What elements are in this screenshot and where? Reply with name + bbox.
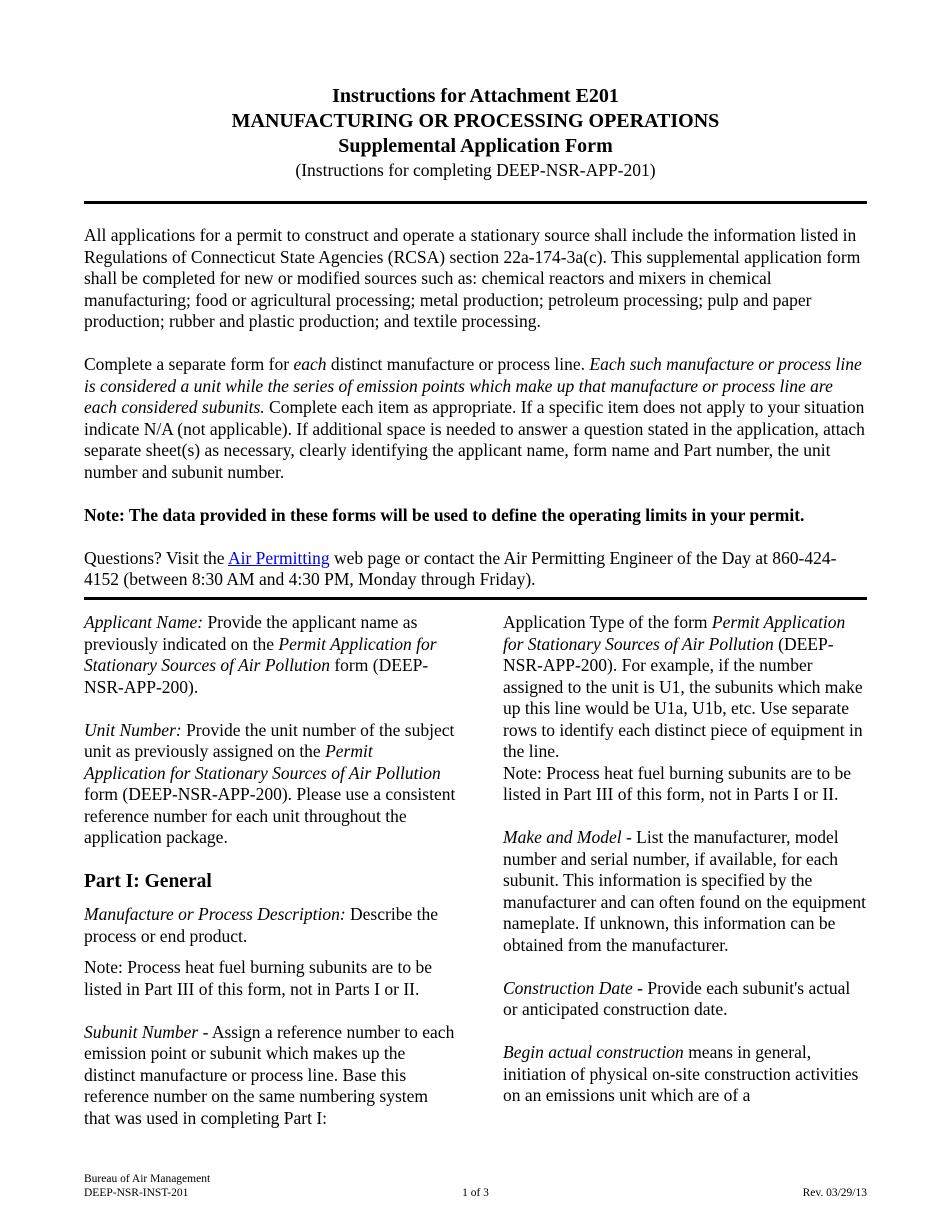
title-line-1: Instructions for Attachment E201 [332,85,619,107]
text-run: distinct manufacture or process line. [326,354,590,374]
title-line-2: MANUFACTURING OR PROCESSING OPERATIONS [231,110,720,132]
label-italic: Construction Date - [503,977,643,998]
form-name-italic: Permit Application for Stationary Sources of Air Pollution [84,633,437,675]
text-run-italic: each [293,354,327,374]
make-model-instructions [503,827,867,956]
fuel-burning-note: Note: Process heat fuel burning subunits are to be listed in Part III of this form, not in Parts I or II. [84,957,432,999]
operating-limits-note [84,505,867,527]
document-header [84,84,867,181]
text-run: form (DEEP-NSR-APP-200). Please use a consistent reference number for each unit throughout the application package. [84,784,456,847]
fuel-burning-note-right: Note: Process heat fuel burning subunits are to be listed in Part III of this form, not in Parts I or II. [503,762,851,804]
text-run: (DEEP-NSR-APP-200). For example, if the number assigned to the unit is U1, the subunits which make up this line would be U1a, U1b, etc. Use separate rows to identify each distinct piece of equipment in the line. [503,633,863,761]
intro-paragraph-2 [84,354,867,483]
text-run: Describe the process or end product. [84,904,438,946]
intro-section [84,225,867,591]
text-run: Complete each item as appropriate. If a specific item does not apply to your situation indicate N/A (not applicable). If additional space is needed to answer a question stated in the application, attach separate sheet(s) as necessary, clearly identifying the applicant name, form name and Part number, the unit number and subunit number. [84,397,865,482]
text-run: form (DEEP-NSR-APP-200). [84,655,429,697]
text-run: Application Type of the form [503,612,712,632]
footer-bureau: Bureau of Air Management [84,1173,211,1185]
text-run: Provide each subunit's actual or anticipated construction date. [503,977,851,1019]
footer-doc-id: DEEP-NSR-INST-201 [84,1186,189,1199]
text-run: Provide the unit number of the subject unit as previously assigned on the [84,719,455,761]
construction-date-instructions [503,978,867,1021]
form-name-italic: Permit Application for Stationary Sources of Air Pollution [503,612,846,654]
begin-construction-definition [503,1042,867,1107]
header-divider [84,201,867,204]
label-italic: Begin actual construction [503,1042,684,1062]
text-run: Questions? Visit the [84,547,228,568]
subunit-number-instructions [84,1022,456,1130]
text-run: Provide the applicant name as previously indicated on the [84,612,418,654]
questions-paragraph [84,548,867,591]
footer-page-number: 1 of 3 [462,1186,489,1199]
label-italic: Unit Number: [84,719,182,740]
text-run: means in general, initiation of physical on-site construction activities on an emissions unit which are of a [503,1042,859,1105]
text-run: Assign a reference number to each emission point or subunit which makes up the distinct manufacture or process line. Base this reference number on the same numbering system that was used in completing Part I: [84,1021,455,1128]
title-subtitle: (Instructions for completing DEEP-NSR-APP-201) [295,160,656,180]
air-permitting-link[interactable]: Air Permitting [227,547,330,568]
section-divider [84,597,867,600]
text-run: List the manufacturer, model number and serial number, if available, for each subunit. This information is specified by the manufacturer and can often found on the equipment nameplate. If unknown, this information can be obtained from the manufacturer. [503,827,866,955]
title-line-3: Supplemental Application Form [338,135,613,157]
text-run-italic: Each such manufacture or process line is considered a unit while the series of emission points which make up that manufacture or process line are each considered subunits. [84,354,862,417]
right-column [503,612,867,1107]
label-italic: Subunit Number - [84,1021,209,1042]
note-bold: Note: The data provided in these forms will be used to define the operating limits in your permit. [84,504,805,525]
applicant-name-instructions [84,612,456,698]
process-description-instructions [84,904,456,947]
form-name-italic: Permit Application for Stationary Sources of Air Pollution [84,741,441,783]
left-column [84,612,456,1129]
label-italic: Applicant Name: [84,612,204,632]
unit-number-instructions [84,720,456,849]
label-italic: Manufacture or Process Description: [84,904,346,924]
part-1-heading: Part I: General [84,871,212,892]
subunit-continuation [503,612,867,763]
intro-paragraph-1: All applications for a permit to construct and operate a stationary source shall include the information listed in Regulations of Connecticut State Agencies (RCSA) section 22a-174-3a(c). This supplemental application form shall be completed for new or modified sources such as: chemical reactors and mixers in chemical manufacturing; food or agricultural processing; metal production; petroleum processing; pulp and paper production; rubber and plastic production; and textile processing. [84,225,861,331]
text-run: Complete a separate form for [84,354,294,374]
label-italic: Make and Model - [503,827,632,847]
footer-revision: Rev. 03/29/13 [802,1186,867,1199]
text-run: web page or contact the Air Permitting Engineer of the Day at 860-424-4152 (between 8:30 AM and 4:30 PM, Monday through Friday). [84,547,837,589]
